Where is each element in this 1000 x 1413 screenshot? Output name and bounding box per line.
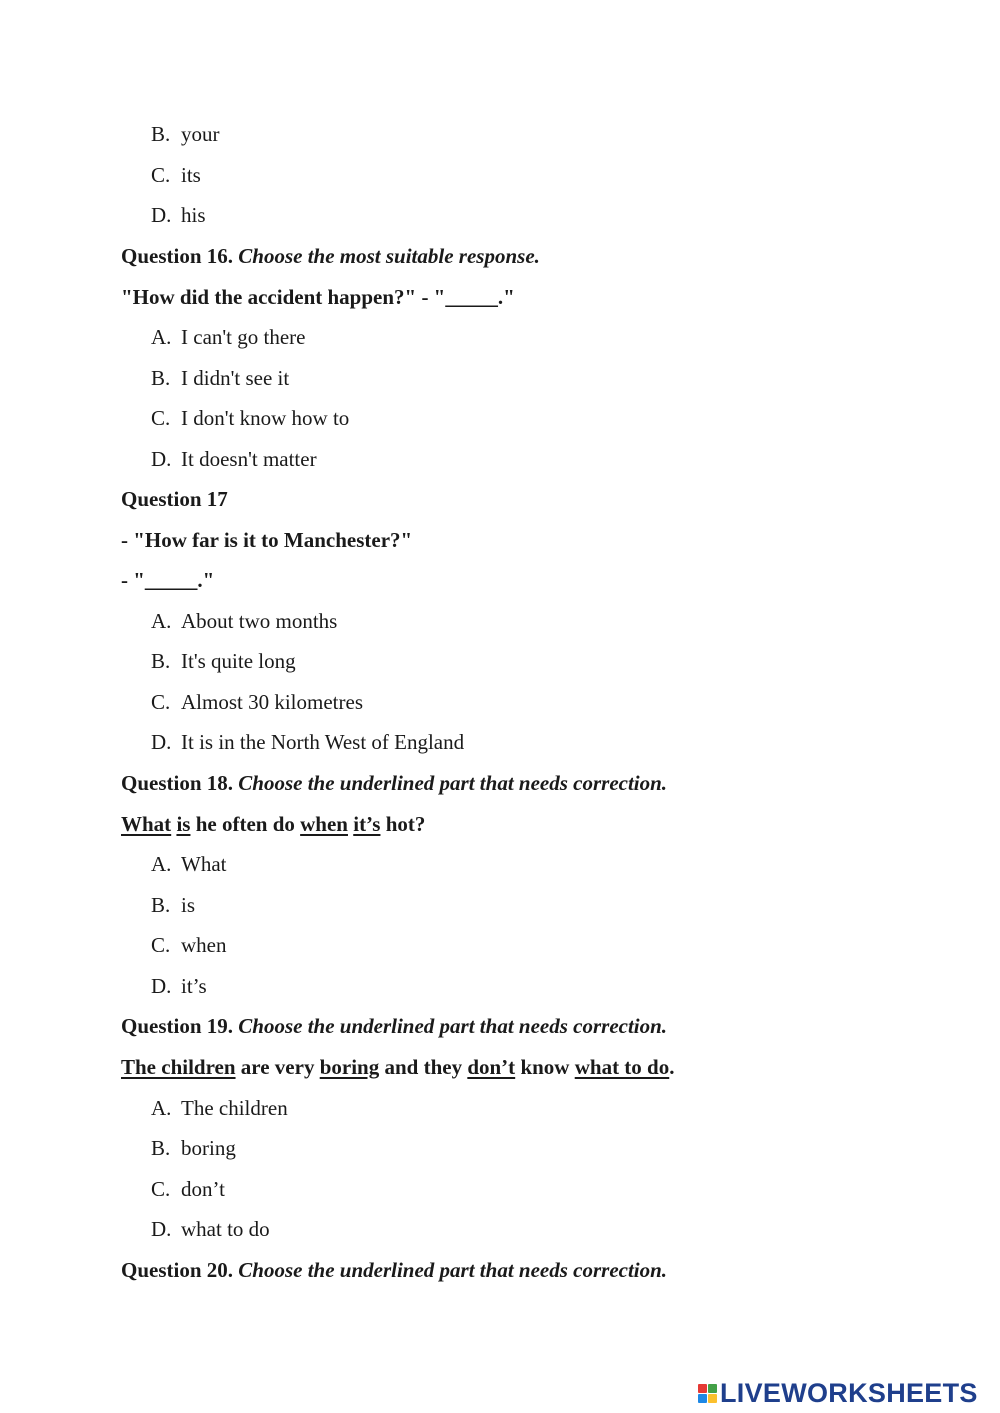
q19-underlined-part-a: The children (121, 1055, 236, 1079)
q19-underlined-part-d: what to do (574, 1055, 670, 1079)
q15-option-d: D. his (151, 203, 206, 227)
q15-option-b: B. your (151, 122, 220, 146)
q19-heading: Question 19. Choose the underlined part that needs correction. (121, 1014, 668, 1038)
q19-option-c: C. don’t (151, 1177, 225, 1201)
liveworksheets-logo (698, 1378, 978, 1409)
q16-option-c: C. I don't know how to (151, 406, 350, 430)
q17-prompt-question: - "How far is it to Manchester?" (121, 528, 413, 552)
q17-prompt-answer: - "_____." (121, 568, 215, 592)
q18-underlined-part-d: it’s (353, 812, 381, 836)
q18-heading: Question 18. Choose the underlined part that needs correction. (121, 771, 668, 795)
q16-option-a: A. I can't go there (151, 325, 306, 349)
q18-option-d: D. it’s (151, 974, 207, 998)
q18-option-b: B. is (151, 893, 196, 917)
logo-square-red (698, 1384, 707, 1393)
q17-heading: Question 17 (121, 487, 228, 511)
logo-square-green (708, 1384, 717, 1393)
q19-underlined-part-b: boring (319, 1055, 380, 1079)
logo-square-blue (698, 1394, 707, 1403)
q16-prompt: "How did the accident happen?" - "_____." (121, 285, 515, 309)
liveworksheets-logo-icon (698, 1384, 717, 1403)
q19-option-a: A. The children (151, 1096, 288, 1120)
q18-option-c: C. when (151, 933, 227, 957)
q16-option-b: B. I didn't see it (151, 366, 290, 390)
q17-option-a: A. About two months (151, 609, 338, 633)
liveworksheets-logo-text: LIVEWORKSHEETS (720, 1378, 978, 1408)
q16-option-d: D. It doesn't matter (151, 447, 317, 471)
q20-heading: Question 20. Choose the underlined part that needs correction. (121, 1258, 668, 1282)
q19-option-b: B. boring (151, 1136, 236, 1160)
q18-option-a: A. What (151, 852, 227, 876)
q16-heading: Question 16. Choose the most suitable response. (121, 244, 540, 268)
q18-sentence: What is he often do when it’s hot? (121, 812, 426, 836)
q18-underlined-part-c: when (300, 812, 348, 836)
q15-option-c: C. its (151, 163, 201, 187)
q17-option-b: B. It's quite long (151, 649, 296, 673)
q18-underlined-part-b: is (176, 812, 191, 836)
q18-underlined-part-a: What (121, 812, 172, 836)
q19-option-d: D. what to do (151, 1217, 270, 1241)
q19-underlined-part-c: don’t (467, 1055, 516, 1079)
q17-option-d: D. It is in the North West of England (151, 730, 465, 754)
logo-square-yellow (708, 1394, 717, 1403)
q19-sentence: The children are very boring and they don’t know what to do. (121, 1055, 675, 1079)
q17-option-c: C. Almost 30 kilometres (151, 690, 363, 714)
